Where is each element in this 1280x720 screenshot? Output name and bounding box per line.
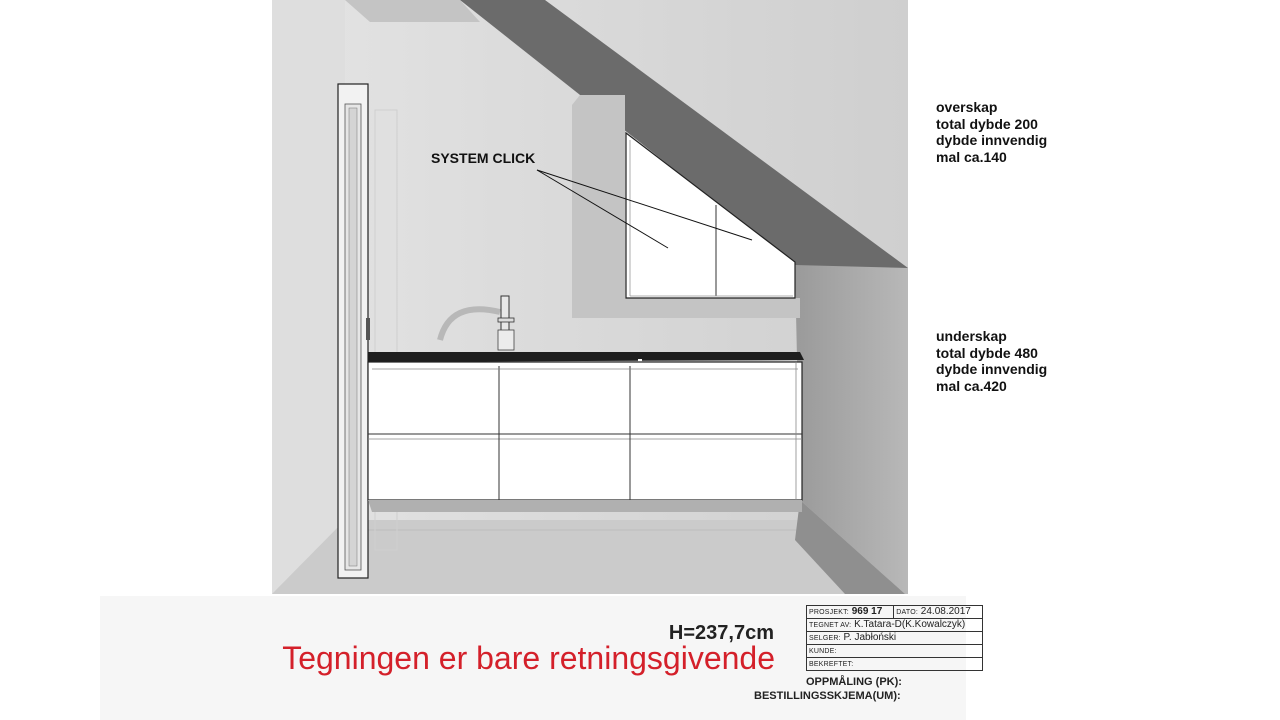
title-block-row-customer: KUNDE: <box>807 645 983 658</box>
title-block <box>806 605 983 671</box>
title-block-row-drawn-by: TEGNET AV: K.Tatara-D(K.Kowalczyk) <box>807 619 983 632</box>
system-click-label: SYSTEM CLICK <box>431 150 536 166</box>
title-block-row-confirmed: BEKREFTET: <box>807 658 983 671</box>
order-form-label: BESTILLINGSSKJEMA(UM): <box>754 690 901 702</box>
lower-cabinet <box>368 362 802 500</box>
left-wall <box>272 0 345 594</box>
title-block-row-seller: SELGER: P. Jabłoński <box>807 632 983 645</box>
measurement-label: OPPMÅLING (PK): <box>806 676 902 688</box>
lower-cabinet-note: underskap total dybde 480 dybde innvendig mal ca.420 <box>936 328 1048 394</box>
title-block-row-project: PROSJEKT: 969 17 DATO: 24.08.2017 <box>807 606 983 619</box>
room-height-label: H=237,7cm <box>668 622 774 644</box>
disclaimer-text: Tegningen er bare retningsgivende <box>282 640 775 676</box>
upper-cabinet-note: overskap total dybde 200 dybde innvendig mal ca.140 <box>936 99 1048 165</box>
